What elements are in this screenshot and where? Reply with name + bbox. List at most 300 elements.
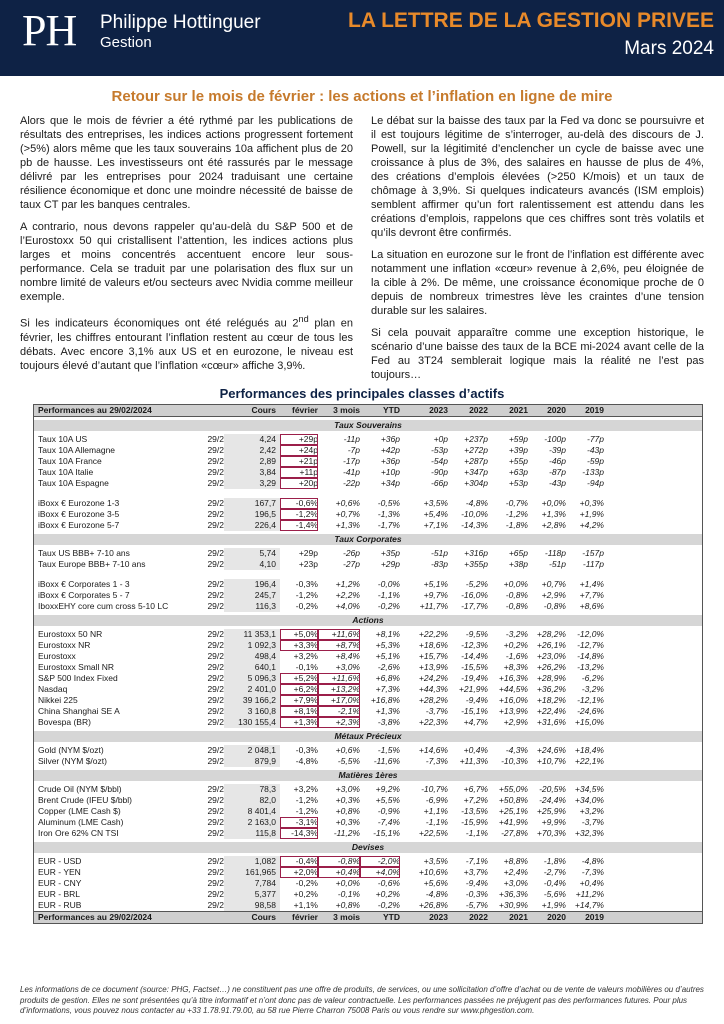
- table-cell: -0,0%: [377, 579, 400, 589]
- table-row: [34, 695, 702, 706]
- table-cell: -12,1%: [577, 695, 604, 705]
- group-spacer: [34, 489, 702, 498]
- table-cell: -0,3%: [295, 579, 318, 589]
- table-cell: +35p: [380, 548, 400, 558]
- table-header-row: [34, 405, 702, 417]
- table-cell: -24,4%: [539, 795, 566, 805]
- table-cell: 29/2: [207, 434, 224, 444]
- table-cell: +287p: [464, 456, 488, 466]
- table-cell: 1,082: [224, 856, 280, 867]
- table-cell: +9,7%: [423, 590, 448, 600]
- table-cell: EUR - YEN: [38, 867, 81, 877]
- table-cell: 640,1: [224, 662, 280, 673]
- table-cell: -94p: [586, 478, 604, 488]
- highlight-box: +8,7%: [335, 640, 360, 650]
- table-cell: -7,3%: [425, 756, 448, 766]
- table-cell: -0,2%: [377, 900, 400, 910]
- highlight-box: -0,4%: [295, 856, 318, 866]
- table-cell: [280, 629, 318, 640]
- table-cell: [280, 456, 318, 467]
- table-cell: +23p: [298, 559, 318, 569]
- table-cell: +9,9%: [541, 817, 566, 827]
- table-cell: +0,0%: [541, 498, 566, 508]
- section-header: Devises: [34, 842, 702, 853]
- table-cell: [280, 509, 318, 520]
- table-cell: -0,4%: [543, 878, 566, 888]
- table-cell: -0,3%: [295, 745, 318, 755]
- table-cell: -22p: [342, 478, 360, 488]
- table-cell: iBoxx € Eurozone 1-3: [38, 498, 120, 508]
- table-cell: +1,1%: [293, 900, 318, 910]
- highlight-box: -2,0%: [377, 856, 400, 866]
- column-header: 3 mois: [333, 405, 360, 415]
- table-row: [34, 806, 702, 817]
- table-cell: +30,9%: [498, 900, 528, 910]
- table-cell: -12,0%: [577, 629, 604, 639]
- table-cell: -0,5%: [377, 498, 400, 508]
- table-row: [34, 478, 702, 489]
- table-cell: 161,965: [224, 867, 280, 878]
- table-row: [34, 509, 702, 520]
- column-header: 2023: [429, 405, 448, 415]
- table-cell: -0,9%: [377, 806, 400, 816]
- table-cell: 29/2: [207, 520, 224, 530]
- table-cell: 29/2: [207, 745, 224, 755]
- table-row: [34, 817, 702, 828]
- table-cell: 5,74: [224, 548, 280, 559]
- table-cell: Taux 10A US: [38, 434, 88, 444]
- table-cell: -1,8%: [543, 856, 566, 866]
- column-header: Cours: [251, 405, 276, 415]
- table-cell: -51p: [430, 548, 448, 558]
- table-cell: -3,7%: [425, 706, 448, 716]
- table-cell: -14,4%: [461, 651, 488, 661]
- table-cell: 29/2: [207, 548, 224, 558]
- table-row: [34, 601, 702, 612]
- table-cell: +38p: [508, 559, 528, 569]
- highlight-box: +11,6%: [331, 629, 360, 639]
- table-row: [34, 856, 702, 867]
- table-cell: -54p: [430, 456, 448, 466]
- table-cell: EUR - BRL: [38, 889, 81, 899]
- table-cell: -10,0%: [461, 509, 488, 519]
- table-cell: -0,8%: [543, 601, 566, 611]
- table-cell: [280, 445, 318, 456]
- table-cell: -1,2%: [505, 509, 528, 519]
- table-cell: +0,8%: [335, 806, 360, 816]
- table-cell: Gold (NYM $/ozt): [38, 745, 104, 755]
- table-cell: -27,8%: [501, 828, 528, 838]
- table-cell: +23,0%: [536, 651, 566, 661]
- table-cell: [280, 467, 318, 478]
- table-cell: +18,6%: [418, 640, 448, 650]
- table-cell: 3 160,8: [224, 706, 280, 717]
- table-cell: +16,8%: [370, 695, 400, 705]
- table-cell: China Shanghai SE A: [38, 706, 120, 716]
- table-cell: +70,3%: [536, 828, 566, 838]
- table-cell: -11,2%: [333, 828, 360, 838]
- table-cell: +1,1%: [423, 806, 448, 816]
- table-cell: -0,7%: [505, 498, 528, 508]
- table-cell: -51p: [548, 559, 566, 569]
- table-cell: [280, 817, 318, 828]
- table-cell: -43p: [548, 478, 566, 488]
- table-cell: Iron Ore 62% CN TSI: [38, 828, 119, 838]
- article-paragraph: Si cela pouvait apparaître comme une exception historique, le scénario d’une baisse des taux de la BCE mi-2024 avant celle de la Fed au 3T24 semblerait logique mais la réalité ne l’est pas toujours…: [371, 327, 704, 381]
- table-cell: -66p: [430, 478, 448, 488]
- table-cell: 115,8: [224, 828, 280, 839]
- table-cell: -4,3%: [505, 745, 528, 755]
- table-cell: 29/2: [207, 706, 224, 716]
- table-cell: -5,5%: [337, 756, 360, 766]
- brand-sub: Gestion: [100, 34, 152, 51]
- table-cell: +2,8%: [541, 520, 566, 530]
- highlight-box: +24p: [298, 445, 318, 455]
- table-cell: +0,3%: [579, 498, 604, 508]
- table-cell: -12,3%: [461, 640, 488, 650]
- table-cell: Eurostoxx NR: [38, 640, 91, 650]
- table-cell: -13,2%: [577, 662, 604, 672]
- table-cell: +2,2%: [335, 590, 360, 600]
- table-cell: +29p: [380, 559, 400, 569]
- table-cell: +11,7%: [419, 601, 448, 611]
- table-cell: -3,8%: [377, 717, 400, 727]
- column-header: YTD: [383, 405, 400, 415]
- table-cell: EUR - CNY: [38, 878, 82, 888]
- table-cell: [280, 856, 318, 867]
- table-cell: +24,6%: [536, 745, 566, 755]
- highlight-box: +0,4%: [335, 867, 360, 877]
- table-cell: -27p: [342, 559, 360, 569]
- table-cell: EUR - RUB: [38, 900, 82, 910]
- column-header: 2023: [429, 912, 448, 922]
- table-cell: [280, 828, 318, 839]
- table-cell: +0,8%: [335, 900, 360, 910]
- table-cell: 29/2: [207, 673, 224, 683]
- table-cell: +13,9%: [498, 706, 528, 716]
- highlight-box: +20p: [298, 478, 318, 488]
- table-cell: 29/2: [207, 662, 224, 672]
- table-cell: +39p: [508, 445, 528, 455]
- table-cell: +1,4%: [579, 579, 604, 589]
- table-cell: -7p: [347, 445, 360, 455]
- table-cell: +36p: [380, 456, 400, 466]
- table-cell: +2,9%: [541, 590, 566, 600]
- table-cell: +6,7%: [463, 784, 488, 794]
- table-title: Performances des principales classes d’actifs: [219, 386, 505, 401]
- table-cell: -11p: [343, 434, 360, 444]
- column-header: Cours: [251, 912, 276, 922]
- table-cell: +0,6%: [335, 745, 360, 755]
- table-row: [34, 498, 702, 509]
- table-row: [34, 548, 702, 559]
- table-cell: -1,7%: [377, 520, 400, 530]
- table-cell: -90p: [430, 467, 448, 477]
- table-cell: -15,9%: [461, 817, 488, 827]
- column-header: 2022: [469, 405, 488, 415]
- table-cell: 4,10: [224, 559, 280, 570]
- table-cell: [280, 684, 318, 695]
- table-cell: -0,2%: [377, 601, 400, 611]
- table-cell: [318, 706, 360, 717]
- table-row: [34, 434, 702, 445]
- table-cell: -0,3%: [465, 889, 488, 899]
- table-cell: Silver (NYM $/ozt): [38, 756, 107, 766]
- table-cell: +11,3%: [459, 756, 488, 766]
- table-cell: -2,6%: [377, 662, 400, 672]
- table-cell: 29/2: [207, 445, 224, 455]
- column-header: 2020: [547, 912, 566, 922]
- table-cell: +41,9%: [498, 817, 528, 827]
- table-cell: 2 163,0: [224, 817, 280, 828]
- table-cell: [280, 695, 318, 706]
- table-cell: -10,7%: [421, 784, 448, 794]
- table-cell: Taux 10A France: [38, 456, 102, 466]
- table-cell: +5,1%: [375, 651, 400, 661]
- table-cell: -20,5%: [539, 784, 566, 794]
- table-cell: iBoxx € Eurozone 3-5: [38, 509, 120, 519]
- table-cell: -5,2%: [465, 579, 488, 589]
- table-cell: -0,2%: [295, 601, 318, 611]
- highlight-box: +5,0%: [293, 629, 318, 639]
- column-header: 2020: [547, 405, 566, 415]
- table-cell: 29/2: [207, 756, 224, 766]
- table-cell: -14,8%: [577, 651, 604, 661]
- table-cell: 29/2: [207, 579, 224, 589]
- table-cell: 2 048,1: [224, 745, 280, 756]
- section-header: Actions: [34, 615, 702, 626]
- table-cell: +0,0%: [335, 878, 360, 888]
- table-cell: +347p: [464, 467, 488, 477]
- table-row: [34, 640, 702, 651]
- table-cell: -0,1%: [337, 889, 360, 899]
- highlight-box: -1,2%: [295, 509, 318, 519]
- table-cell: +26,8%: [418, 900, 448, 910]
- table-cell: [318, 717, 360, 728]
- column-header: 2022: [469, 912, 488, 922]
- table-cell: +8,8%: [503, 856, 528, 866]
- table-cell: +22,5%: [418, 828, 448, 838]
- table-row: [34, 629, 702, 640]
- table-cell: 29/2: [207, 828, 224, 838]
- table-cell: [360, 867, 400, 878]
- table-cell: 196,5: [224, 509, 280, 520]
- table-cell: -15,1%: [373, 828, 400, 838]
- table-cell: +25,1%: [498, 806, 528, 816]
- table-cell: +14,6%: [418, 745, 448, 755]
- table-cell: +8,1%: [375, 629, 400, 639]
- column-header: [198, 405, 224, 416]
- table-row: [34, 559, 702, 570]
- table-cell: +10,6%: [418, 867, 448, 877]
- letter-title: LA LETTRE DE LA GESTION PRIVEE: [348, 9, 714, 32]
- table-cell: 82,0: [224, 795, 280, 806]
- column-header: Performances au 29/02/2024: [38, 912, 152, 922]
- table-cell: iBoxx € Eurozone 5-7: [38, 520, 120, 530]
- table-cell: Copper (LME Cash $): [38, 806, 121, 816]
- table-cell: 8 401,4: [224, 806, 280, 817]
- table-cell: +34p: [380, 478, 400, 488]
- table-cell: +22,3%: [418, 717, 448, 727]
- table-cell: +21,9%: [458, 684, 488, 694]
- table-cell: [280, 717, 318, 728]
- table-cell: +42p: [380, 445, 400, 455]
- table-cell: -1,1%: [377, 590, 400, 600]
- table-cell: +3,2%: [293, 651, 318, 661]
- table-cell: -1,2%: [295, 795, 318, 805]
- table-cell: +5,6%: [423, 878, 448, 888]
- table-row: [34, 684, 702, 695]
- table-row: [34, 795, 702, 806]
- table-cell: -133p: [582, 467, 604, 477]
- table-cell: 29/2: [207, 867, 224, 877]
- table-cell: [318, 629, 360, 640]
- table-cell: +0,2%: [503, 640, 528, 650]
- table-cell: +4,7%: [463, 717, 488, 727]
- table-cell: [318, 856, 360, 867]
- table-cell: 1 092,3: [224, 640, 280, 651]
- table-cell: 116,3: [224, 601, 280, 612]
- table-cell: 29/2: [207, 590, 224, 600]
- table-cell: +32,3%: [574, 828, 604, 838]
- table-cell: 5 096,3: [224, 673, 280, 684]
- article-paragraph: Si les indicateurs économiques ont été relégués au 2nd plan en février, les chiffres entourant l’inflation restent au cœur de tous les débats. Avec encore 3,1% aux US et en eurozone, le niveau est toujours élevé d’autant que l’inflation «cœur» affiche 3,9%.: [20, 314, 353, 372]
- highlight-box: -3,1%: [295, 817, 318, 827]
- column-header: février: [292, 405, 318, 415]
- disclaimer: Les informations de ce document (source: PHG, Factset…) ne constituent pas une offre de produits, de services, ou une sollicitation d’offre d’achat ou de vente de valeurs mobilières ou d’autres produits de gestion. Elles ne sont présentées qu’à titre informatif et n’ont donc pas de valeur contractuelle. Les performances passées ne préjugent pas des performances futures. Pour plus d’informations, vous pouvez nous contacter au +33 1.78.91.79.00, au 58 rue Pierre Charron 75008 Paris ou vous rendre sur www.phgestion.com.: [20, 985, 704, 1015]
- table-cell: +0,2%: [375, 889, 400, 899]
- table-cell: 167,7: [224, 498, 280, 509]
- table-cell: +3,2%: [293, 784, 318, 794]
- table-cell: [280, 867, 318, 878]
- table-cell: +5,4%: [423, 509, 448, 519]
- table-cell: -9,5%: [465, 629, 488, 639]
- table-cell: 29/2: [207, 889, 224, 899]
- table-cell: -0,6%: [377, 878, 400, 888]
- table-cell: [280, 520, 318, 531]
- table-cell: +1,3%: [335, 520, 360, 530]
- table-cell: Eurostoxx: [38, 651, 76, 661]
- table-cell: Taux US BBB+ 7-10 ans: [38, 548, 130, 558]
- table-cell: 130 155,4: [224, 717, 280, 728]
- table-cell: 2,89: [224, 456, 280, 467]
- table-cell: [280, 640, 318, 651]
- table-cell: +5,3%: [375, 640, 400, 650]
- table-cell: -117p: [582, 559, 604, 569]
- table-cell: [280, 498, 318, 509]
- logo-initials: PH: [22, 6, 77, 55]
- table-cell: +10p: [380, 467, 400, 477]
- table-cell: [318, 695, 360, 706]
- highlight-box: +11p: [299, 467, 318, 477]
- section-header: Métaux Précieux: [34, 731, 702, 742]
- column-header: 3 mois: [333, 912, 360, 922]
- table-cell: Eurostoxx 50 NR: [38, 629, 103, 639]
- highlight-box: +8,1%: [293, 706, 318, 716]
- header-banner: [0, 0, 724, 76]
- table-cell: -17p: [342, 456, 360, 466]
- table-cell: +44,3%: [418, 684, 448, 694]
- table-cell: -26p: [342, 548, 360, 558]
- table-cell: 11 353,1: [224, 629, 280, 640]
- table-cell: +3,0%: [335, 784, 360, 794]
- table-cell: [318, 684, 360, 695]
- table-cell: +4,0%: [335, 601, 360, 611]
- table-cell: +10,7%: [536, 756, 566, 766]
- table-cell: +26,2%: [536, 662, 566, 672]
- table-cell: +36,2%: [536, 684, 566, 694]
- table-cell: [360, 856, 400, 867]
- table-cell: +1,2%: [335, 579, 360, 589]
- table-cell: Taux 10A Espagne: [38, 478, 109, 488]
- highlight-box: +29p: [298, 434, 318, 444]
- table-cell: +34,5%: [574, 784, 604, 794]
- table-cell: 39 166,2: [224, 695, 280, 706]
- table-cell: 29/2: [207, 559, 224, 569]
- table-cell: 7,784: [224, 878, 280, 889]
- table-cell: 29/2: [207, 629, 224, 639]
- table-cell: Eurostoxx Small NR: [38, 662, 115, 672]
- highlight-box: +2,3%: [335, 717, 360, 727]
- table-cell: +28,9%: [536, 673, 566, 683]
- table-cell: +16,3%: [498, 673, 528, 683]
- table-cell: +8,3%: [503, 662, 528, 672]
- table-cell: +22,4%: [536, 706, 566, 716]
- table-row: [34, 784, 702, 795]
- article-column-right: [371, 114, 704, 390]
- table-cell: +53p: [508, 478, 528, 488]
- table-cell: [318, 640, 360, 651]
- table-cell: +55,0%: [498, 784, 528, 794]
- table-cell: +63p: [508, 467, 528, 477]
- table-cell: 29/2: [207, 806, 224, 816]
- table-cell: +3,5%: [423, 856, 448, 866]
- table-cell: Bovespa (BR): [38, 717, 91, 727]
- table-cell: -15,5%: [461, 662, 488, 672]
- table-cell: +1,9%: [541, 900, 566, 910]
- table-cell: -1,2%: [295, 806, 318, 816]
- table-cell: -1,6%: [505, 651, 528, 661]
- highlight-box: -2,1%: [337, 706, 360, 716]
- table-cell: -100p: [544, 434, 566, 444]
- table-row: [34, 867, 702, 878]
- table-row: [34, 706, 702, 717]
- table-cell: -3,2%: [581, 684, 604, 694]
- table-row: [34, 467, 702, 478]
- table-cell: 29/2: [207, 509, 224, 519]
- table-cell: 29/2: [207, 640, 224, 650]
- table-cell: -0,1%: [295, 662, 318, 672]
- table-row: [34, 745, 702, 756]
- table-row: [34, 662, 702, 673]
- table-cell: +22,2%: [418, 629, 448, 639]
- table-row: [34, 590, 702, 601]
- table-cell: +7,2%: [463, 795, 488, 805]
- table-cell: +2,9%: [503, 717, 528, 727]
- table-cell: +36,3%: [498, 889, 528, 899]
- table-cell: -2,7%: [543, 867, 566, 877]
- table-cell: 98,58: [224, 900, 280, 911]
- table-cell: -24,6%: [577, 706, 604, 716]
- table-cell: [280, 673, 318, 684]
- table-cell: Nasdaq: [38, 684, 68, 694]
- table-cell: -43p: [586, 445, 604, 455]
- highlight-box: +2,0%: [293, 867, 318, 877]
- article-paragraph: Alors que le mois de février a été rythmé par les publications de résultats des entreprises, les indices actions progressent fortement (>5%) alors même que les taux souverains 10a affichent plus de 20 pb de hausse. Les investisseurs ont été rassurés par le message délivré par les entreprises pour 2024 traduisant une certaine résilience économique et donc une moindre nécessité de baisse de taux CT par les banques centrales.: [20, 115, 353, 211]
- highlight-box: -14,3%: [291, 828, 318, 838]
- table-cell: -7,4%: [377, 817, 400, 827]
- table-row: [34, 717, 702, 728]
